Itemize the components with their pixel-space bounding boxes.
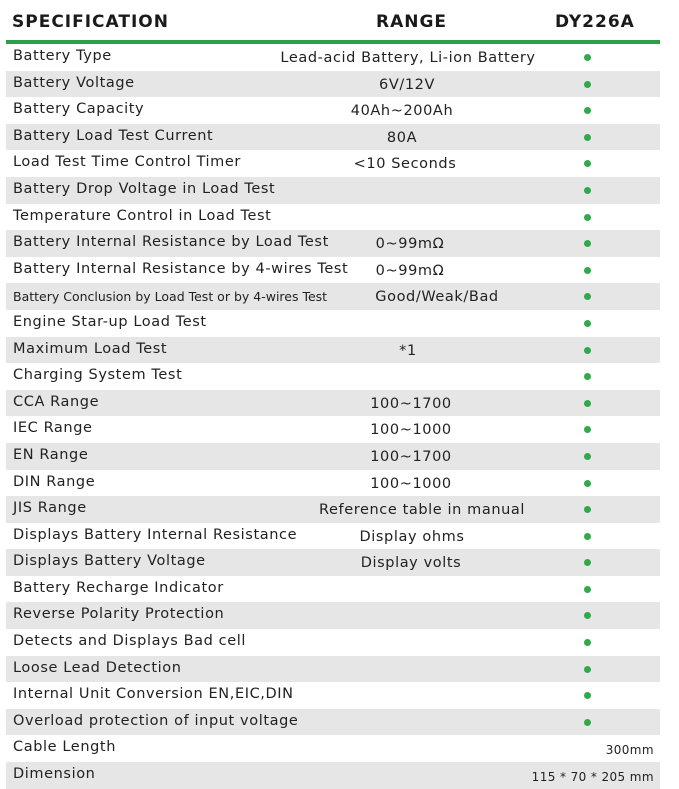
supported-dot-icon <box>584 81 591 88</box>
supported-dot-icon <box>584 692 591 699</box>
spec-label: IEC Range <box>13 420 93 437</box>
supported-dot-icon <box>584 533 591 540</box>
spec-label: Internal Unit Conversion EN,EIC,DIN <box>13 686 294 703</box>
model-value: 300mm <box>605 743 654 758</box>
table-row <box>6 177 660 204</box>
spec-label: Temperature Control in Load Test <box>13 207 272 224</box>
specification-heading: SPECIFICATION <box>12 12 169 32</box>
spec-label: Displays Battery Voltage <box>13 553 206 570</box>
spec-label: Battery Load Test Current <box>13 127 214 144</box>
range-value: 0~99mΩ <box>375 262 445 279</box>
spec-table <box>6 44 660 789</box>
table-row <box>6 71 660 98</box>
spec-label: Engine Star-up Load Test <box>13 313 207 330</box>
table-row <box>6 337 660 364</box>
range-value: Display ohms <box>359 528 465 545</box>
table-row <box>6 735 660 762</box>
spec-label: Detects and Displays Bad cell <box>13 633 247 650</box>
range-value: 100~1700 <box>370 448 452 465</box>
supported-dot-icon <box>584 639 591 646</box>
supported-dot-icon <box>584 426 591 433</box>
supported-dot-icon <box>584 134 591 141</box>
supported-dot-icon <box>584 373 591 380</box>
supported-dot-icon <box>584 612 591 619</box>
range-value: Reference table in manual <box>318 502 526 519</box>
range-value: 80A <box>386 129 418 146</box>
supported-dot-icon <box>584 400 591 407</box>
supported-dot-icon <box>584 586 591 593</box>
table-row <box>6 629 660 656</box>
spec-label: Loose Lead Detection <box>13 659 182 676</box>
spec-label: Battery Internal Resistance by 4-wires Test <box>13 260 349 277</box>
spec-label: Battery Type <box>13 48 112 64</box>
table-row <box>6 310 660 337</box>
table-row <box>6 363 660 390</box>
supported-dot-icon <box>584 453 591 460</box>
table-row <box>6 257 660 284</box>
table-row <box>6 124 660 151</box>
table-row <box>6 709 660 736</box>
table-row <box>6 656 660 683</box>
supported-dot-icon <box>584 214 591 221</box>
range-value: Good/Weak/Bad <box>375 289 499 306</box>
range-value: 40Ah~200Ah <box>350 103 454 120</box>
spec-label: Charging System Test <box>13 367 183 384</box>
spec-label: Battery Conclusion by Load Test or by 4-wires Test <box>13 289 328 305</box>
range-value: 100~1700 <box>370 395 452 412</box>
supported-dot-icon <box>584 320 591 327</box>
range-value: 6V/12V <box>379 76 435 93</box>
table-row <box>6 230 660 257</box>
spec-label: Displays Battery Internal Resistance <box>13 526 298 543</box>
supported-dot-icon <box>584 160 591 167</box>
table-row <box>6 682 660 709</box>
table-row <box>6 150 660 177</box>
table-header <box>0 0 660 40</box>
model-value: 115 * 70 * 205 mm <box>531 770 654 785</box>
table-row <box>6 443 660 470</box>
table-row <box>6 44 660 71</box>
supported-dot-icon <box>584 107 591 114</box>
supported-dot-icon <box>584 267 591 274</box>
range-value: 0~99mΩ <box>375 236 445 253</box>
table-row <box>6 390 660 417</box>
spec-label: Overload protection of input voltage <box>13 712 299 729</box>
spec-label: Dimension <box>13 766 96 783</box>
spec-label: Battery Recharge Indicator <box>13 579 224 596</box>
table-row <box>6 549 660 576</box>
table-row <box>6 762 660 789</box>
spec-label: Load Test Time Control Timer <box>13 154 241 171</box>
table-row <box>6 523 660 550</box>
range-value: Display volts <box>360 555 462 572</box>
table-row <box>6 204 660 231</box>
table-row <box>6 576 660 603</box>
supported-dot-icon <box>584 54 591 61</box>
spec-label: JIS Range <box>13 500 87 517</box>
supported-dot-icon <box>584 506 591 513</box>
spec-label: Battery Voltage <box>13 74 135 91</box>
table-row <box>6 470 660 497</box>
spec-label: Battery Internal Resistance by Load Test <box>13 234 329 251</box>
spec-label: Battery Capacity <box>13 101 145 118</box>
table-row <box>6 283 660 310</box>
range-value: <10 Seconds <box>353 156 457 173</box>
table-row <box>6 602 660 629</box>
supported-dot-icon <box>584 187 591 194</box>
spec-label: Reverse Polarity Protection <box>13 606 225 623</box>
table-row <box>6 496 660 523</box>
table-row <box>6 416 660 443</box>
range-value: 100~1000 <box>370 422 452 439</box>
supported-dot-icon <box>584 240 591 247</box>
supported-dot-icon <box>584 480 591 487</box>
range-value: *1 <box>399 342 417 359</box>
range-value: Lead-acid Battery, Li-ion Battery <box>280 50 536 66</box>
spec-label: Cable Length <box>13 739 116 756</box>
supported-dot-icon <box>584 347 591 354</box>
model-heading: DY226A <box>555 12 635 32</box>
spec-label: EN Range <box>13 446 89 463</box>
supported-dot-icon <box>584 293 591 300</box>
supported-dot-icon <box>584 666 591 673</box>
supported-dot-icon <box>584 559 591 566</box>
spec-label: Battery Drop Voltage in Load Test <box>13 180 276 197</box>
spec-label: Maximum Load Test <box>13 340 168 357</box>
spec-label: CCA Range <box>13 393 100 410</box>
table-row <box>6 97 660 124</box>
supported-dot-icon <box>584 719 591 726</box>
range-heading: RANGE <box>376 12 448 32</box>
range-value: 100~1000 <box>370 475 452 492</box>
spec-label: DIN Range <box>13 473 96 490</box>
